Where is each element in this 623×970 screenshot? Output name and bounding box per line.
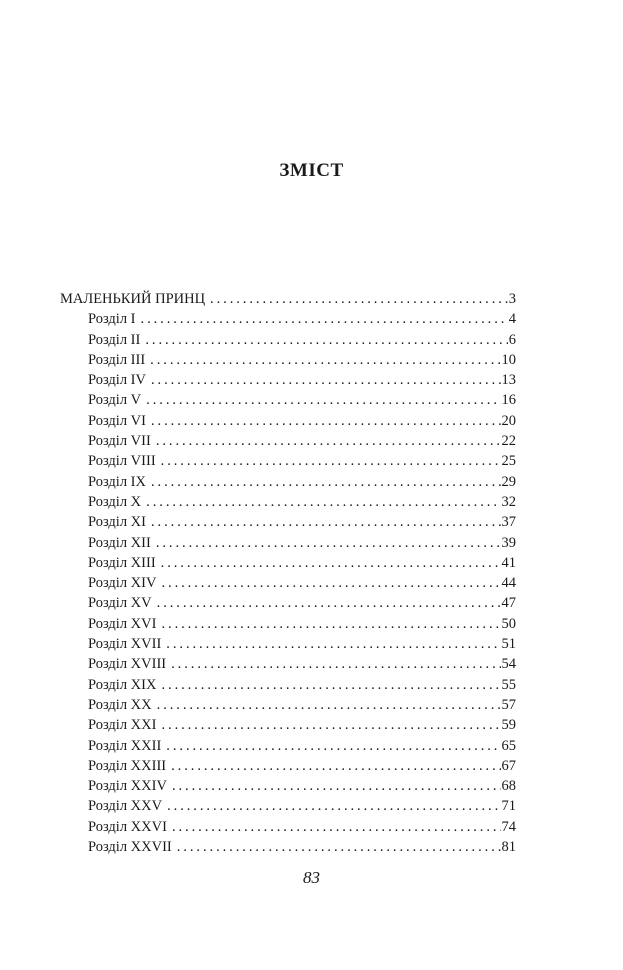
toc-dot-leader: [171, 654, 500, 674]
toc-entry-chapter: [60, 533, 516, 553]
toc-entry-chapter: [60, 736, 516, 756]
toc-chapter-list: [60, 309, 516, 857]
toc-entry-page: 10: [501, 351, 516, 368]
toc-dot-leader: [156, 533, 501, 553]
toc-entry-page: 74: [501, 818, 516, 835]
toc-entry-label: Розділ XXIII: [88, 757, 167, 774]
toc-entry-chapter: [60, 309, 516, 329]
toc-dot-leader: [157, 695, 501, 715]
toc-entry-page: 50: [501, 615, 516, 632]
toc-entry-label: Розділ VI: [88, 412, 146, 429]
toc-dot-leader: [167, 796, 500, 816]
toc-entry-page: 16: [501, 392, 516, 409]
toc-entry-page: 57: [501, 696, 516, 713]
toc-entry-label: Розділ IV: [88, 372, 146, 389]
toc-entry-chapter: [60, 837, 516, 857]
toc-entry-chapter: [60, 695, 516, 715]
toc-entry-label: Розділ XII: [88, 534, 151, 551]
toc-entry-chapter: [60, 776, 516, 796]
toc-entry-label: Розділ XI: [88, 514, 146, 531]
toc-entry-label: Розділ X: [88, 493, 142, 510]
toc-entry-label: Розділ XXI: [88, 717, 157, 734]
toc-entry-page: 25: [501, 453, 516, 470]
toc-entry-chapter: [60, 492, 516, 512]
toc-entry-chapter: [60, 675, 516, 695]
toc-dot-leader: [177, 837, 501, 857]
toc-entry-label: Розділ XIV: [88, 575, 157, 592]
toc-entry-page: 44: [501, 575, 516, 592]
toc-entry-chapter: [60, 634, 516, 654]
toc-entry-page: 41: [501, 554, 516, 571]
toc-entry-label: Розділ XXV: [88, 798, 163, 815]
toc-entry-label: Розділ XXVII: [88, 839, 172, 856]
toc-entry-label: Розділ XIII: [88, 554, 156, 571]
toc-dot-leader: [156, 431, 501, 451]
toc-dot-leader: [157, 593, 501, 613]
toc-entry-chapter: [60, 573, 516, 593]
toc-entry-page: 32: [501, 493, 516, 510]
toc-entry-label: Розділ XX: [88, 696, 152, 713]
toc-entry-label: Розділ I: [88, 311, 136, 328]
toc-entry-page: 3: [508, 291, 516, 307]
toc-entry-chapter: [60, 715, 516, 735]
toc-entry-label: Розділ VII: [88, 433, 151, 450]
toc-entry-label: Розділ XIX: [88, 676, 157, 693]
toc-dot-leader: [210, 289, 508, 309]
toc-entry-label: Розділ XXIV: [88, 778, 167, 795]
toc-entry-label: Розділ XVII: [88, 636, 162, 653]
toc-entry-page: 37: [501, 514, 516, 531]
toc-entry-page: 29: [501, 473, 516, 490]
toc-entry-page: 13: [501, 372, 516, 389]
toc-entry-label: Розділ XXII: [88, 737, 162, 754]
toc-entry-page: 68: [501, 778, 516, 795]
toc-dot-leader: [151, 512, 501, 532]
toc-dot-leader: [161, 553, 501, 573]
toc-dot-leader: [150, 350, 500, 370]
toc-entry-main: [60, 289, 516, 309]
page-number: 83: [303, 868, 320, 887]
toc-dot-leader: [172, 817, 501, 837]
toc-entry-page: 54: [501, 656, 516, 673]
toc-dot-leader: [151, 370, 501, 390]
page-title: ЗМІСТ: [279, 160, 344, 181]
toc-entry-page: 71: [501, 798, 516, 815]
toc-entry-page: 20: [501, 412, 516, 429]
toc-entry-chapter: [60, 614, 516, 634]
toc-dot-leader: [151, 411, 501, 431]
toc-dot-leader: [161, 573, 500, 593]
toc-entry-label: Розділ XVI: [88, 615, 157, 632]
toc-entry-label: Розділ IX: [88, 473, 146, 490]
toc-dot-leader: [146, 390, 500, 410]
toc-entry-chapter: [60, 330, 516, 350]
toc-dot-leader: [161, 614, 500, 634]
toc-dot-leader: [172, 776, 501, 796]
toc-entry-chapter: [60, 796, 516, 816]
toc-entry-label: Розділ II: [88, 331, 141, 348]
table-of-contents: [60, 289, 516, 857]
toc-dot-leader: [161, 715, 500, 735]
toc-entry-chapter: [60, 512, 516, 532]
toc-entry-chapter: [60, 411, 516, 431]
toc-entry-label: Розділ III: [88, 351, 146, 368]
toc-entry-chapter: [60, 390, 516, 410]
toc-entry-chapter: [60, 756, 516, 776]
toc-entry-page: 22: [501, 433, 516, 450]
toc-entry-chapter: [60, 593, 516, 613]
toc-dot-leader: [151, 472, 501, 492]
toc-entry-page: 55: [501, 676, 516, 693]
toc-entry-chapter: [60, 370, 516, 390]
toc-entry-label: Розділ VIII: [88, 453, 156, 470]
toc-entry-label: Розділ XXVI: [88, 818, 167, 835]
toc-dot-leader: [166, 736, 500, 756]
toc-dot-leader: [141, 309, 508, 329]
toc-entry-page: 4: [508, 311, 516, 328]
toc-entry-page: 6: [508, 331, 516, 348]
toc-entry-label: Розділ XV: [88, 595, 152, 612]
toc-entry-label: Розділ V: [88, 392, 142, 409]
toc-dot-leader: [161, 451, 501, 471]
toc-entry-chapter: [60, 553, 516, 573]
toc-entry-page: 47: [501, 595, 516, 612]
toc-entry-page: 67: [501, 757, 516, 774]
toc-dot-leader: [166, 634, 500, 654]
toc-dot-leader: [145, 330, 507, 350]
toc-entry-label: Розділ XVIII: [88, 656, 167, 673]
toc-dot-leader: [161, 675, 500, 695]
toc-dot-leader: [146, 492, 500, 512]
toc-entry-page: 65: [501, 737, 516, 754]
toc-entry-page: 81: [501, 839, 516, 856]
toc-entry-chapter: [60, 431, 516, 451]
toc-entry-page: 39: [501, 534, 516, 551]
toc-entry-chapter: [60, 472, 516, 492]
toc-entry-chapter: [60, 350, 516, 370]
toc-dot-leader: [171, 756, 500, 776]
toc-entry-chapter: [60, 654, 516, 674]
toc-entry-chapter: [60, 817, 516, 837]
toc-entry-page: 59: [501, 717, 516, 734]
toc-entry-chapter: [60, 451, 516, 471]
toc-entry-page: 51: [501, 636, 516, 653]
toc-entry-label: МАЛЕНЬКИЙ ПРИНЦ: [60, 291, 206, 307]
